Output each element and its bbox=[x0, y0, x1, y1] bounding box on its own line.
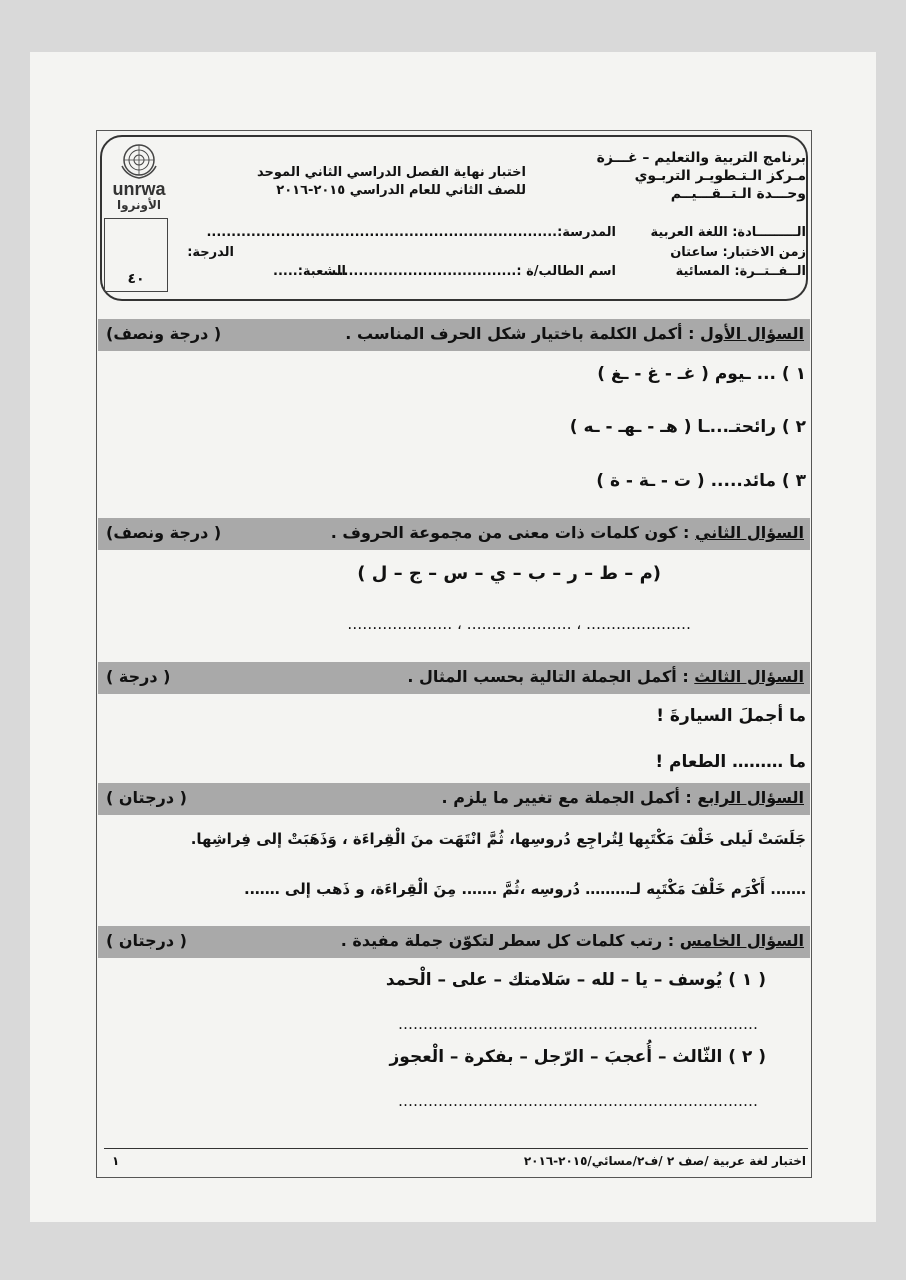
exam-subtitle: للصف الثاني للعام الدراسي ٢٠١٥-٢٠١٦ bbox=[276, 183, 526, 198]
grade-label: الدرجة: bbox=[187, 245, 234, 260]
student-name-field: اسم الطالب/ة :...................................... bbox=[328, 264, 616, 279]
org-line-1: برنامج التربية والتعليم – غـــزة bbox=[596, 150, 806, 166]
question-5-marks: ( درجتان ) bbox=[106, 931, 187, 950]
question-5-bar bbox=[98, 926, 810, 958]
question-2-label: السؤال الثاني bbox=[695, 523, 804, 542]
question-3-label: السؤال الثالث bbox=[694, 667, 804, 686]
question-3-marks: ( درجة ) bbox=[106, 667, 171, 686]
footer-exam-code: اختبار لغة عربية /صف ٢ /ف٢/مسائي/٢٠١٥-٢٠١٦ bbox=[523, 1154, 806, 1168]
q5-answer-line-2: ……………………………………………………………… bbox=[398, 1092, 758, 1110]
grade-box bbox=[104, 218, 168, 292]
q5-item-2: ( ٢ ) الثّالث – أُعجبَ – الرّجل – بفكرة – الْعجوز bbox=[389, 1047, 766, 1067]
question-3-instruction: : أكمل الجملة التالية بحسب المثال . bbox=[407, 667, 695, 686]
q2-letters: (م – ط – ر – ب – ي – س – ج – ل ) bbox=[357, 563, 661, 584]
un-emblem-icon bbox=[119, 140, 159, 180]
question-4-instruction: : أكمل الجملة مع تغيير ما يلزم . bbox=[441, 788, 698, 807]
exam-duration: زمن الاختبار: ساعتان bbox=[670, 245, 806, 260]
question-4-marks: ( درجتان ) bbox=[106, 788, 187, 807]
logo-text-arabic: الأونروا bbox=[116, 198, 162, 212]
org-line-2: مـركز الـتـطويـر التربـوي bbox=[634, 168, 806, 184]
question-2-marks: ( درجة ونصف) bbox=[106, 523, 222, 542]
subject: الـــــــــادة: اللغة العربية bbox=[650, 225, 806, 240]
q1-item-1: ١ ) ... ـيوم ( غـ - غ - ـغ ) bbox=[597, 364, 806, 384]
question-1-instruction: : أكمل الكلمة باختيار شكل الحرف المناسب . bbox=[345, 324, 701, 343]
question-1-bar bbox=[98, 319, 810, 351]
exam-title: اختبار نهاية الفصل الدراسي الثاني الموحد bbox=[256, 165, 526, 180]
q1-item-2: ٢ ) رائحتـ...ـا ( هـ - ـهـ - ـه ) bbox=[569, 417, 806, 437]
question-4-bar bbox=[98, 783, 810, 815]
section-field: الشعبة:..... bbox=[273, 264, 346, 279]
school-field: المدرسة:....................................................................... bbox=[206, 225, 616, 240]
question-1-label: السؤال الأول bbox=[700, 324, 804, 343]
q4-original-sentence: جَلَسَتْ لَيلى خَلْفَ مَكْتَبِها لِتُراجِع دُروسِها، ثُمَّ انْتَهَت منَ الْقِراءَة ، وَذَهَبَتْ إلى فِراشِها. bbox=[190, 830, 806, 848]
q2-answer-blanks: ………………… ، ………………… ، ………………… bbox=[347, 615, 691, 633]
max-grade: ٤٠ bbox=[127, 271, 145, 287]
footer-divider bbox=[104, 1148, 808, 1149]
q4-exercise-sentence: ……. أَكْرَم خَلْفَ مَكْتَبِه لـ……… دُروسِه ،ثُمَّ ……. مِنَ الْقِراءَة، و ذَهب إلى ……. bbox=[244, 880, 806, 898]
question-5-label: السؤال الخامس bbox=[679, 931, 804, 950]
question-4-label: السؤال الرابع bbox=[697, 788, 804, 807]
q5-answer-line-1: ……………………………………………………………… bbox=[398, 1015, 758, 1033]
q1-item-3: ٣ ) مائد..... ( ت - ـة - ة ) bbox=[596, 471, 806, 491]
logo-text: unrwa bbox=[112, 179, 166, 199]
q3-example: ما أجملَ السيارةَ ! bbox=[656, 706, 806, 726]
org-line-3: وحـــدة الـتــقـــيــم bbox=[670, 186, 806, 202]
question-3-bar bbox=[98, 662, 810, 694]
question-5-instruction: : رتب كلمات كل سطر لتكوّن جملة مفيدة . bbox=[340, 931, 680, 950]
question-2-instruction: : كون كلمات ذات معنى من مجموعة الحروف . bbox=[330, 523, 696, 542]
question-1-marks: ( درجة ونصف) bbox=[106, 324, 222, 343]
question-2-bar bbox=[98, 518, 810, 550]
q5-item-1: ( ١ ) يُوسف – يا – لله – سَلامتك – على – الْحمد bbox=[385, 970, 766, 990]
page-number: ١ bbox=[112, 1154, 120, 1168]
exam-period: الــفــتــرة: المسائية bbox=[675, 264, 806, 279]
q3-exercise: ما ……… الطعام ! bbox=[655, 752, 806, 772]
